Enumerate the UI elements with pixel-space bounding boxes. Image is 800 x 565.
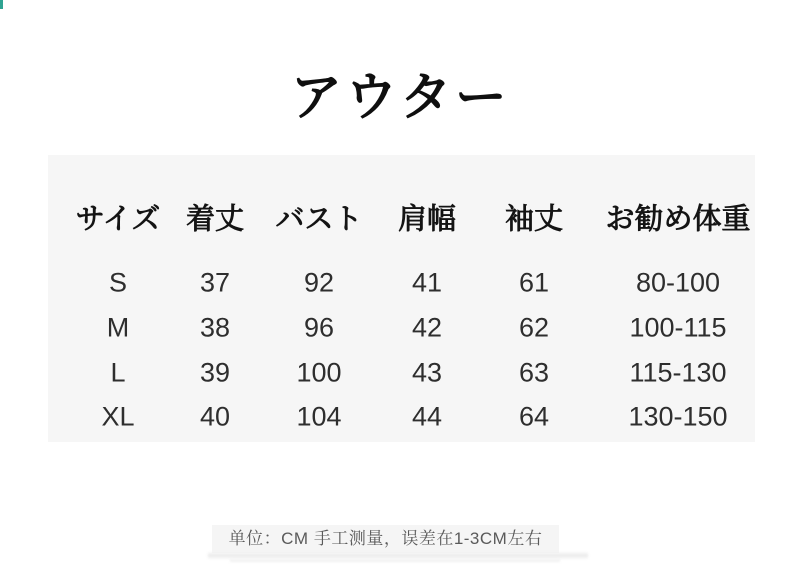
table-cell: 62 — [518, 312, 550, 343]
column-header-length: 着丈 — [185, 203, 245, 236]
table-cell: 80-100 — [635, 267, 721, 298]
row-label: M — [106, 312, 130, 343]
table-cell: 37 — [199, 267, 231, 298]
row-label: XL — [101, 401, 135, 432]
table-cell: 42 — [411, 312, 443, 343]
column-header-size: サイズ — [75, 203, 161, 236]
column-header-weight: お勧め体重 — [605, 203, 751, 236]
column-header-shoulder: 肩幅 — [397, 203, 457, 236]
table-cell: 44 — [411, 401, 443, 432]
table-cell: 39 — [199, 357, 231, 388]
table-cell: 96 — [303, 312, 335, 343]
row-label: S — [108, 267, 128, 298]
table-cell: 40 — [199, 401, 231, 432]
table-cell: 64 — [518, 401, 550, 432]
page-title: アウター — [290, 69, 510, 127]
table-cell: 92 — [303, 267, 335, 298]
measurement-note-band — [212, 525, 559, 553]
table-cell: 41 — [411, 267, 443, 298]
table-cell: 130-150 — [628, 401, 728, 432]
table-cell: 61 — [518, 267, 550, 298]
row-label: L — [110, 357, 126, 388]
table-cell: 63 — [518, 357, 550, 388]
cutoff-text-fragment — [230, 559, 560, 562]
measurement-note-text: 单位：CM 手工测量，误差在1-3CM左右 — [228, 529, 543, 548]
table-cell: 115-130 — [629, 357, 727, 388]
corner-color-artifact — [0, 0, 3, 9]
table-cell: 38 — [199, 312, 231, 343]
table-cell: 100 — [296, 357, 342, 388]
table-cell: 100-115 — [629, 312, 727, 343]
table-cell: 104 — [296, 401, 342, 432]
table-cell: 43 — [411, 357, 443, 388]
column-header-bust: バスト — [275, 203, 363, 236]
size-table — [48, 155, 755, 442]
cutoff-text-fragment — [208, 553, 588, 558]
column-header-sleeve: 袖丈 — [504, 203, 564, 236]
